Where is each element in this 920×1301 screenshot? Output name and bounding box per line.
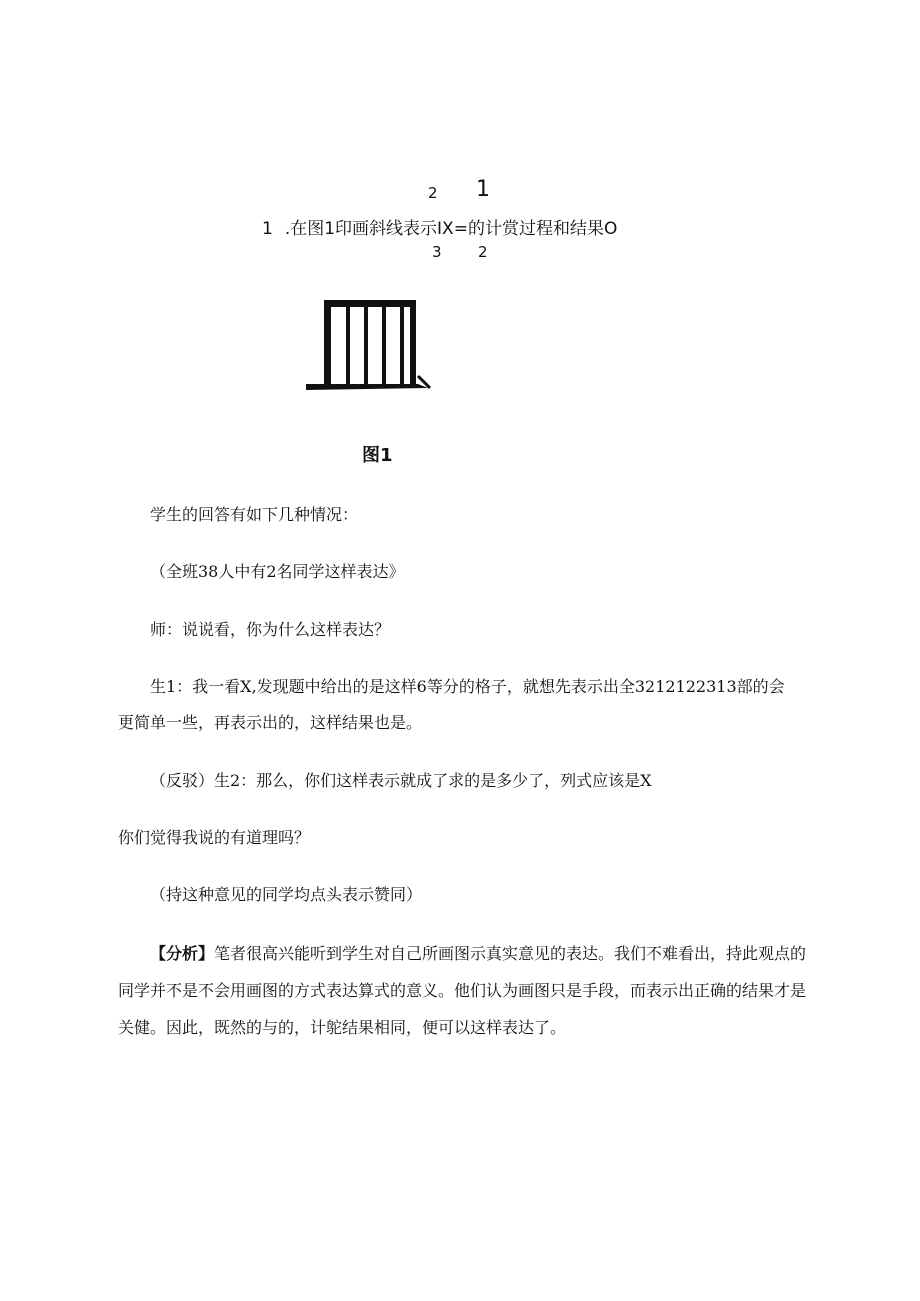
grid-col-2 xyxy=(346,300,350,384)
paragraph-student2: （反驳）生2：那么，你们这样表示就成了求的是多少了，列式应该是X xyxy=(150,771,652,790)
question-line xyxy=(262,214,617,239)
paragraph-analysis xyxy=(118,935,808,1046)
paragraph-teacher: 师：说说看，你为什么这样表达？ xyxy=(150,620,391,639)
fraction-bottom-right: 2 xyxy=(478,243,488,261)
fraction-top-left: 2 xyxy=(428,184,438,202)
fraction-top-right: 1 xyxy=(476,177,490,202)
figure-caption: 图1 xyxy=(362,445,393,466)
grid-svg xyxy=(306,300,432,392)
fraction-bottom-left: 3 xyxy=(432,243,442,261)
paragraph-question: 你们觉得我说的有道理吗？ xyxy=(118,828,311,847)
analysis-label: 【分析】 xyxy=(150,944,215,963)
paragraph-agreement: （持这种意见的同学均点头表示赞同） xyxy=(150,885,423,904)
grid-base xyxy=(306,384,428,390)
question-text: .在图1印画斜线表示IX=的计赏过程和结果O xyxy=(284,219,618,239)
paragraph-count: （全班38人中有2名同学这样表达》 xyxy=(150,562,405,581)
grid-col-3 xyxy=(364,300,368,384)
figure-grid xyxy=(306,300,432,392)
paragraph-intro: 学生的回答有如下几种情况： xyxy=(150,505,359,524)
question-number: 1 xyxy=(262,219,273,239)
paragraph-student1-line2: 更简单一些，再表示出的，这样结果也是。 xyxy=(118,713,423,732)
analysis-text: 笔者很高兴能听到学生对自己所画图示真实意见的表达。我们不难看出，持此观点的同学并不是不会用画图的方式表达算式的意义。他们认为画图只是手段，而表示出正确的结果才是关健。因此，既然的与的，计鸵结果相同，便可以这样表达了。 xyxy=(118,944,807,1037)
grid-col-6 xyxy=(410,300,416,384)
grid-col-4 xyxy=(382,300,386,384)
grid-col-5 xyxy=(400,300,404,384)
grid-col-1 xyxy=(324,300,331,384)
paragraph-student1-line1: 生1：我一看X,发现题中给出的是这样6等分的格子，就想先表示出全3212122313部的会 xyxy=(150,677,785,696)
